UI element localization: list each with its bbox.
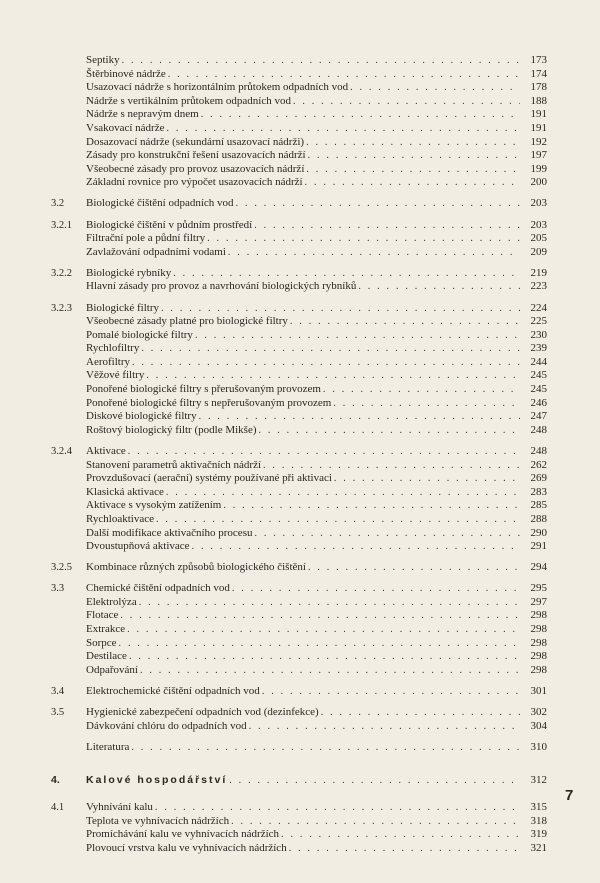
entry-title: Věžové filtry xyxy=(86,369,145,382)
dot-leader xyxy=(236,197,520,211)
entry-title: Stanovení parametrů aktivačních nádrží xyxy=(86,458,262,471)
toc-entry xyxy=(51,596,547,610)
entry-page-number: 312 xyxy=(520,774,547,788)
entry-line xyxy=(86,232,547,246)
toc-entry xyxy=(51,136,547,150)
toc-entry xyxy=(51,720,547,734)
entry-title: Aktivace xyxy=(86,444,126,457)
toc-entry xyxy=(51,410,547,424)
entry-title: Plovoucí vrstva kalu ve vyhnívacích nádržích xyxy=(86,841,287,854)
entry-line xyxy=(86,527,547,541)
entry-line xyxy=(86,149,547,163)
entry-line xyxy=(86,424,547,438)
entry-line xyxy=(86,329,547,343)
section-number: 3.2.2 xyxy=(51,267,72,279)
entry-page-number: 298 xyxy=(520,664,547,678)
dot-leader xyxy=(127,623,520,637)
toc-entry xyxy=(51,486,547,500)
entry-line xyxy=(86,706,547,720)
dot-leader xyxy=(231,815,520,829)
section-number: 3.4 xyxy=(51,685,65,697)
entry-page-number: 200 xyxy=(520,176,547,190)
entry-title: Destilace xyxy=(86,650,127,663)
entry-title: Elektrochemické čištění odpadních vod xyxy=(86,684,260,697)
entry-title: Zásady pro konstrukční řešení usazovacích nádrží xyxy=(86,149,306,162)
toc-entry xyxy=(51,122,547,136)
entry-line xyxy=(86,68,547,82)
entry-title: Základní rovnice pro výpočet usazovacích nádrží xyxy=(86,176,303,189)
entry-page-number: 318 xyxy=(520,815,547,829)
dot-leader xyxy=(146,369,520,383)
entry-line xyxy=(86,540,547,554)
entry-page-number: 294 xyxy=(520,561,547,575)
dot-leader xyxy=(201,108,520,122)
entry-line xyxy=(86,486,547,500)
entry-page-number: 269 xyxy=(520,472,547,486)
entry-page-number: 230 xyxy=(520,329,547,343)
toc-entry xyxy=(51,540,547,554)
entry-line xyxy=(86,582,547,596)
entry-title: Kombinace různých způsobů biologického čištění xyxy=(86,561,306,574)
entry-title: Flotace xyxy=(86,609,119,622)
entry-page-number: 248 xyxy=(520,445,547,459)
entry-page-number: 248 xyxy=(520,424,547,438)
entry-line xyxy=(86,95,547,109)
entry-line xyxy=(86,842,547,856)
toc-entry xyxy=(51,527,547,541)
entry-line xyxy=(86,815,547,829)
entry-line xyxy=(86,163,547,177)
entry-line xyxy=(86,513,547,527)
dot-leader xyxy=(139,596,520,610)
entry-page-number: 298 xyxy=(520,637,547,651)
dot-leader xyxy=(308,561,520,575)
entry-page-number: 298 xyxy=(520,650,547,664)
dot-leader xyxy=(333,397,520,411)
toc-entry xyxy=(51,232,547,246)
entry-line xyxy=(86,197,547,211)
entry-title: Vsakovací nádrže xyxy=(86,121,165,134)
entry-page-number: 174 xyxy=(520,68,547,82)
dot-leader xyxy=(263,459,520,473)
page-number: 7 xyxy=(565,787,574,804)
entry-page-number: 245 xyxy=(520,383,547,397)
entry-title: Biologické rybníky xyxy=(86,266,172,279)
toc-entry xyxy=(51,664,547,678)
toc-entry xyxy=(51,197,547,211)
toc-entry xyxy=(51,842,547,856)
entry-title: Biologické čištění v půdním prostředí xyxy=(86,218,253,231)
entry-page-number: 199 xyxy=(520,163,547,177)
entry-page-number: 297 xyxy=(520,596,547,610)
toc-entry xyxy=(51,108,547,122)
entry-title: Další modifikace aktivačního procesu xyxy=(86,526,253,539)
dot-leader xyxy=(155,801,520,815)
dot-leader xyxy=(289,842,520,856)
toc-entry xyxy=(51,685,547,699)
toc-entry xyxy=(51,513,547,527)
entry-title: Literatura xyxy=(86,740,130,753)
entry-line xyxy=(86,720,547,734)
toc-entry xyxy=(51,329,547,343)
entry-line xyxy=(86,561,547,575)
entry-line xyxy=(86,650,547,664)
entry-title: Provzdušovací (aerační) systémy používané při aktivaci xyxy=(86,472,332,485)
entry-title: Ponořené biologické filtry s přerušovaným provozem xyxy=(86,383,321,396)
dot-leader xyxy=(166,486,520,500)
dot-leader xyxy=(192,540,520,554)
section-number: 3.3 xyxy=(51,583,65,595)
toc-entry xyxy=(51,828,547,842)
entry-page-number: 209 xyxy=(520,246,547,260)
entry-page-number: 262 xyxy=(520,459,547,473)
entry-title: Vyhnívání kalu xyxy=(86,800,153,813)
entry-line xyxy=(86,459,547,473)
entry-page-number: 224 xyxy=(520,302,547,316)
entry-page-number: 225 xyxy=(520,315,547,329)
entry-page-number: 291 xyxy=(520,540,547,554)
toc-entry xyxy=(51,302,547,316)
dot-leader xyxy=(232,582,520,596)
toc-entry xyxy=(51,342,547,356)
entry-title: Extrakce xyxy=(86,623,126,636)
entry-title: Promíchávání kalu ve vyhnívacích nádržích xyxy=(86,828,280,841)
entry-line xyxy=(86,369,547,383)
entry-line xyxy=(86,176,547,190)
dot-leader xyxy=(254,527,520,541)
entry-title: Zavlažování odpadními vodami xyxy=(86,245,226,258)
toc-entry xyxy=(51,609,547,623)
entry-line xyxy=(86,136,547,150)
toc-entry xyxy=(51,163,547,177)
dot-leader xyxy=(229,774,520,788)
entry-page-number: 197 xyxy=(520,149,547,163)
dot-leader xyxy=(140,664,520,678)
dot-leader xyxy=(323,383,520,397)
toc-entry xyxy=(51,741,547,755)
dot-leader xyxy=(195,329,520,343)
toc-entry xyxy=(51,445,547,459)
dot-leader xyxy=(119,637,520,651)
entry-line xyxy=(86,499,547,513)
entry-title: Rychloaktivace xyxy=(86,512,154,525)
entry-page-number: 173 xyxy=(520,54,547,68)
dot-leader xyxy=(262,685,520,699)
entry-page-number: 288 xyxy=(520,513,547,527)
entry-title: Nádrže s vertikálním průtokem odpadních vod xyxy=(86,94,291,107)
entry-page-number: 239 xyxy=(520,342,547,356)
toc-entry xyxy=(51,472,547,486)
dot-leader xyxy=(156,513,520,527)
toc-entry xyxy=(51,397,547,411)
section-number: 3.2 xyxy=(51,198,65,210)
entry-page-number: 285 xyxy=(520,499,547,513)
entry-title: Diskové biologické filtry xyxy=(86,410,197,423)
dot-leader xyxy=(281,828,520,842)
entry-page-number: 191 xyxy=(520,108,547,122)
entry-title: Nádrže s nepravým dnem xyxy=(86,108,199,121)
entry-title: Aktivace s vysokým zatížením xyxy=(86,499,222,512)
dot-leader xyxy=(161,302,520,316)
entry-page-number: 301 xyxy=(520,685,547,699)
entry-line xyxy=(86,397,547,411)
toc-entry xyxy=(51,280,547,294)
entry-title: Aerofiltry xyxy=(86,355,130,368)
entry-line xyxy=(86,410,547,424)
toc-entry xyxy=(51,706,547,720)
entry-page-number: 247 xyxy=(520,410,547,424)
entry-line xyxy=(86,445,547,459)
entry-title: Biologické filtry xyxy=(86,301,160,314)
entry-title: Dosazovací nádrže (sekundární usazovací nádrži) xyxy=(86,135,305,148)
entry-line xyxy=(86,246,547,260)
entry-page-number: 283 xyxy=(520,486,547,500)
entry-page-number: 188 xyxy=(520,95,547,109)
toc-entry xyxy=(51,561,547,575)
dot-leader xyxy=(207,232,520,246)
entry-line xyxy=(86,609,547,623)
table-of-contents xyxy=(51,54,547,855)
entry-line xyxy=(86,774,547,788)
toc-entry xyxy=(51,315,547,329)
toc-entry xyxy=(51,267,547,281)
entry-page-number: 244 xyxy=(520,356,547,370)
dot-leader xyxy=(258,424,520,438)
toc-entry xyxy=(51,219,547,233)
dot-leader xyxy=(223,499,520,513)
dot-leader xyxy=(334,472,520,486)
entry-title: Všeobecné zásady platné pro biologické filtry xyxy=(86,315,288,328)
toc-entry xyxy=(51,424,547,438)
dot-leader xyxy=(228,246,520,260)
entry-page-number: 205 xyxy=(520,232,547,246)
section-number: 3.2.4 xyxy=(51,445,72,457)
toc-entry xyxy=(51,68,547,82)
toc-entry xyxy=(51,149,547,163)
entry-title: Rychlofiltry xyxy=(86,342,140,355)
toc-entry xyxy=(51,383,547,397)
entry-page-number: 219 xyxy=(520,267,547,281)
dot-leader xyxy=(306,163,520,177)
entry-line xyxy=(86,342,547,356)
entry-title: Biologické čištění odpadních vod xyxy=(86,197,234,210)
section-number: 4. xyxy=(51,774,60,787)
toc-entry xyxy=(51,81,547,95)
toc-entry xyxy=(51,582,547,596)
entry-line xyxy=(86,741,547,755)
entry-title: Filtrační pole a půdní filtry xyxy=(86,232,206,245)
entry-title: Ponořené biologické filtry s nepřerušovaným provozem xyxy=(86,396,332,409)
entry-title: Teplota ve vyhnívacích nádržích xyxy=(86,814,230,827)
entry-line xyxy=(86,623,547,637)
toc-entry xyxy=(51,623,547,637)
entry-title: Septiky xyxy=(86,54,120,66)
toc-entry xyxy=(51,246,547,260)
entry-title: Dávkování chlóru do odpadních vod xyxy=(86,719,247,732)
dot-leader xyxy=(358,280,520,294)
entry-line xyxy=(86,219,547,233)
entry-page-number: 315 xyxy=(520,801,547,815)
dot-leader xyxy=(120,609,520,623)
dot-leader xyxy=(131,741,520,755)
entry-page-number: 298 xyxy=(520,623,547,637)
section-number: 3.5 xyxy=(51,707,65,719)
section-number: 3.2.3 xyxy=(51,302,72,314)
entry-line xyxy=(86,356,547,370)
dot-leader xyxy=(132,356,520,370)
entry-title: Roštový biologický filtr (podle Mikše) xyxy=(86,423,257,436)
entry-page-number: 321 xyxy=(520,842,547,856)
entry-title: Elektrolýza xyxy=(86,595,137,608)
entry-page-number: 319 xyxy=(520,828,547,842)
entry-page-number: 310 xyxy=(520,741,547,755)
entry-line xyxy=(86,801,547,815)
entry-title: Štěrbinové nádrže xyxy=(86,67,166,80)
toc-entry xyxy=(51,637,547,651)
entry-title: Pomalé biologické filtry xyxy=(86,328,193,341)
entry-page-number: 178 xyxy=(520,81,547,95)
dot-leader xyxy=(199,410,520,424)
entry-page-number: 302 xyxy=(520,706,547,720)
dot-leader xyxy=(305,176,520,190)
entry-title: Sorpce xyxy=(86,636,117,649)
dot-leader xyxy=(122,54,520,68)
dot-leader xyxy=(350,81,520,95)
toc-entry xyxy=(51,499,547,513)
entry-page-number: 203 xyxy=(520,219,547,233)
entry-line xyxy=(86,637,547,651)
entry-line xyxy=(86,54,547,68)
entry-title: Usazovací nádrže s horizontálním průtokem odpadních vod xyxy=(86,81,349,94)
toc-entry xyxy=(51,459,547,473)
entry-line xyxy=(86,280,547,294)
entry-page-number: 295 xyxy=(520,582,547,596)
entry-line xyxy=(86,267,547,281)
toc-entry xyxy=(51,95,547,109)
entry-title: Chemické čištění odpadních vod xyxy=(86,582,230,595)
dot-leader xyxy=(249,720,520,734)
entry-title: Dvoustupňová aktivace xyxy=(86,540,190,553)
entry-page-number: 192 xyxy=(520,136,547,150)
section-number: 3.2.1 xyxy=(51,219,72,231)
toc-entry xyxy=(51,54,547,68)
dot-leader xyxy=(306,136,520,150)
dot-leader xyxy=(308,149,520,163)
entry-line xyxy=(86,383,547,397)
entry-page-number: 246 xyxy=(520,397,547,411)
dot-leader xyxy=(293,95,520,109)
dot-leader xyxy=(128,445,520,459)
entry-page-number: 298 xyxy=(520,609,547,623)
entry-title: Hlavní zásady pro provoz a navrhování biologických rybníků xyxy=(86,280,357,293)
dot-leader xyxy=(290,315,520,329)
entry-title: Kalové hospodářství xyxy=(86,774,228,787)
entry-line xyxy=(86,596,547,610)
dot-leader xyxy=(254,219,520,233)
entry-page-number: 203 xyxy=(520,197,547,211)
entry-page-number: 290 xyxy=(520,527,547,541)
entry-line xyxy=(86,828,547,842)
entry-title: Všeobecné zásady pro provoz usazovacích nádrží xyxy=(86,162,305,175)
entry-title: Odpařování xyxy=(86,663,138,676)
entry-line xyxy=(86,302,547,316)
entry-line xyxy=(86,108,547,122)
entry-line xyxy=(86,122,547,136)
dot-leader xyxy=(321,706,520,720)
entry-page-number: 245 xyxy=(520,369,547,383)
dot-leader xyxy=(173,267,520,281)
entry-line xyxy=(86,685,547,699)
entry-line xyxy=(86,664,547,678)
toc-entry xyxy=(51,774,547,788)
toc-entry xyxy=(51,369,547,383)
dot-leader xyxy=(168,68,520,82)
section-number: 4.1 xyxy=(51,801,65,813)
toc-entry xyxy=(51,356,547,370)
toc-entry xyxy=(51,176,547,190)
dot-leader xyxy=(167,122,521,136)
toc-entry xyxy=(51,801,547,815)
section-number: 3.2.5 xyxy=(51,562,72,574)
toc-entry xyxy=(51,650,547,664)
entry-line xyxy=(86,315,547,329)
entry-line xyxy=(86,472,547,486)
dot-leader xyxy=(129,650,520,664)
toc-entry xyxy=(51,815,547,829)
entry-title: Hygienické zabezpečení odpadních vod (dezinfekce) xyxy=(86,706,319,719)
entry-title: Klasická aktivace xyxy=(86,485,164,498)
entry-line xyxy=(86,81,547,95)
dot-leader xyxy=(141,342,520,356)
entry-page-number: 304 xyxy=(520,720,547,734)
entry-page-number: 191 xyxy=(520,122,547,136)
entry-page-number: 223 xyxy=(520,280,547,294)
